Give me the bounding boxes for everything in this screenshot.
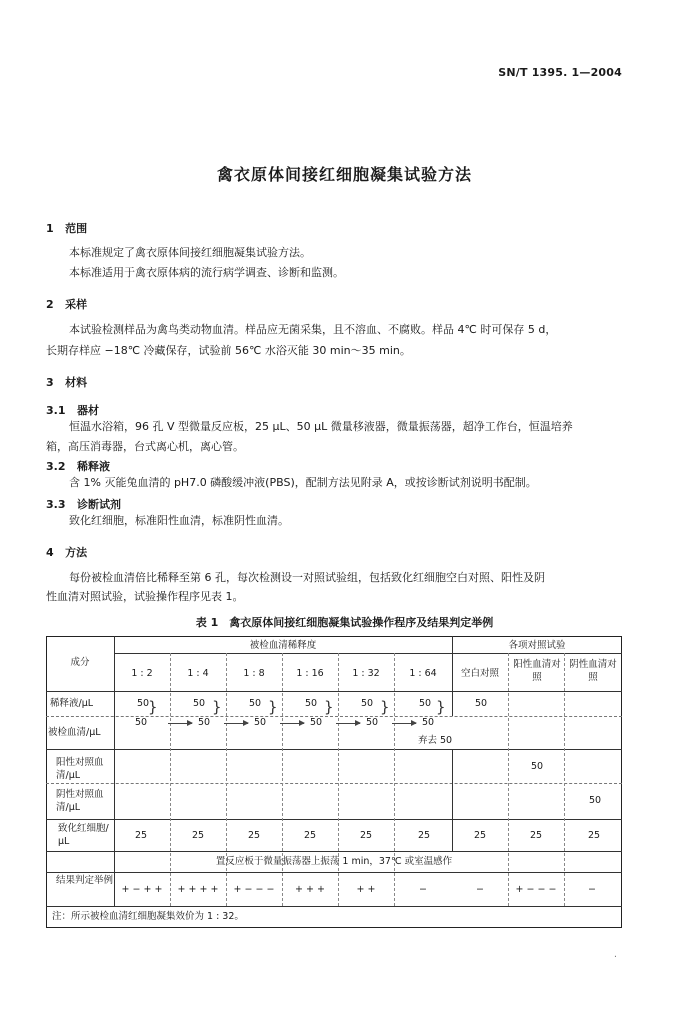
section-2-paragraph-line-2: 长期存样应 −18℃ 冷藏保存，试验前 56℃ 水浴灭能 30 min～35 min。: [46, 344, 411, 357]
transfer-arrow: [336, 723, 360, 724]
header-component: 成分: [70, 657, 90, 668]
procedure-table: [46, 636, 622, 928]
serum-value: 50: [197, 717, 211, 728]
row-label-result: 结果判定举例: [56, 875, 114, 886]
section-3-3-paragraph: 致化红细胞，标准阳性血清，标准阴性血清。: [69, 514, 289, 527]
diluent-value: 50: [192, 698, 206, 709]
rbc-value: 25: [247, 830, 261, 841]
rbc-value: 25: [191, 830, 205, 841]
result-value: −: [476, 884, 484, 895]
header-control: 阳性血清对照: [513, 659, 561, 683]
section-4-heading: [46, 544, 87, 560]
header-dilution: 1 : 8: [243, 668, 265, 679]
section-title: 稀释液: [77, 460, 110, 473]
header-dilution: 1 : 2: [131, 668, 153, 679]
section-3-heading: [46, 374, 87, 390]
incubation-instruction: 置反应板于微量振荡器上振荡 1 min，37℃ 或室温感作: [215, 856, 453, 867]
table-rule: [46, 691, 622, 692]
diluent-value: 50: [304, 698, 318, 709]
table-rule: [46, 819, 622, 820]
header-control-group: 各项对照试验: [508, 640, 566, 651]
section-title: 诊断试剂: [77, 498, 121, 511]
section-title: 方法: [65, 546, 88, 559]
section-number: 3.2: [46, 460, 66, 473]
positive-value: 50: [530, 761, 544, 772]
section-title: 采样: [65, 298, 88, 311]
table-caption: 表 1 禽衣原体间接红细胞凝集试验操作程序及结果判定举例: [195, 616, 494, 629]
section-title: 材料: [65, 376, 88, 389]
table-rule: [46, 851, 622, 852]
section-4-paragraph-line-2: 性血清对照试验，试验操作程序见表 1。: [46, 590, 244, 603]
table-col-dashed: [394, 653, 395, 906]
table-col-dashed: [338, 653, 339, 906]
result-value: + + + +: [177, 884, 219, 895]
diluent-value: 50: [136, 698, 150, 709]
header-dilution: 1 : 4: [187, 668, 209, 679]
rbc-value: 25: [303, 830, 317, 841]
row-label-positive: 阳性对照血清/μL: [56, 757, 104, 781]
table-rule: [46, 749, 622, 750]
header-dilution: 1 : 32: [352, 668, 380, 679]
serum-value: 50: [134, 717, 148, 728]
table-col-dashed: [282, 653, 283, 906]
table-col-dashed: [170, 653, 171, 906]
rbc-value: 25: [529, 830, 543, 841]
section-3-3-heading: [46, 496, 121, 512]
page-mark: ·: [613, 952, 617, 963]
rbc-value: 25: [359, 830, 373, 841]
row-label-rbc: 致化红细胞/μL: [58, 823, 109, 847]
row-label-diluent: 稀释液/μL: [50, 698, 94, 709]
result-value: −: [588, 884, 596, 895]
section-1-paragraph-1: 本标准规定了禽衣原体间接红细胞凝集试验方法。: [69, 246, 311, 259]
result-value: + − − −: [515, 884, 557, 895]
serum-value: 50: [309, 717, 323, 728]
table-dashed-rule: [46, 783, 622, 784]
section-3-1-paragraph-line-2: 箱，高压消毒器，台式离心机，离心管。: [46, 440, 244, 453]
section-title: 范围: [65, 222, 88, 235]
table-rule: [114, 653, 622, 654]
table-col-rule: [452, 819, 453, 851]
row-label-serum: 被检血清/μL: [48, 727, 101, 738]
diluent-value: 50: [248, 698, 262, 709]
section-1-heading: [46, 220, 87, 236]
transfer-brace: }: [436, 698, 446, 716]
section-number: 3.3: [46, 498, 66, 511]
rbc-value: 25: [587, 830, 601, 841]
section-number: 2: [46, 298, 54, 311]
header-dilution: 1 : 64: [409, 668, 437, 679]
section-number: 4: [46, 546, 54, 559]
section-3-2-heading: [46, 458, 110, 474]
section-title: 器材: [77, 404, 99, 417]
table-col-dashed: [564, 653, 565, 906]
diluent-blank-value: 50: [474, 698, 488, 709]
rbc-value: 25: [134, 830, 148, 841]
table-col-dashed: [226, 653, 227, 906]
section-2-paragraph-line-1: 本试验检测样品为禽鸟类动物血清。样品应无菌采集，且不溶血、不腐败。样品 4℃ 时可保存 5 d，: [69, 323, 557, 336]
transfer-brace: }: [268, 698, 278, 716]
diluent-value: 50: [418, 698, 432, 709]
table-rule: [46, 906, 622, 907]
section-number: 1: [46, 222, 54, 235]
transfer-brace: }: [380, 698, 390, 716]
result-value: + +: [356, 884, 376, 895]
section-3-1-paragraph-line-1: 恒温水浴箱，96 孔 V 型微量反应板，25 μL、50 μL 微量移液器，微量振荡器，超净工作台，恒温培养: [69, 420, 573, 433]
header-dilution-group: 被检血清稀释度: [249, 640, 317, 651]
transfer-arrow: [280, 723, 304, 724]
section-2-heading: [46, 296, 87, 312]
transfer-arrow: [224, 723, 248, 724]
table-col-rule: [452, 749, 453, 819]
result-value: −: [419, 884, 427, 895]
section-number: 3.1: [46, 404, 66, 417]
standard-number: SN/T 1395. 1—2004: [498, 66, 622, 79]
serum-value: 50: [253, 717, 267, 728]
result-value: + + +: [295, 884, 325, 895]
negative-value: 50: [588, 795, 602, 806]
rbc-value: 25: [473, 830, 487, 841]
table-note: 注：所示被检血清红细胞凝集效价为 1 : 32。: [52, 911, 244, 922]
transfer-arrow: [392, 723, 416, 724]
transfer-arrow: [168, 723, 192, 724]
result-value: + − − −: [233, 884, 275, 895]
header-control: 空白对照: [460, 668, 499, 679]
transfer-brace: }: [324, 698, 334, 716]
section-3-1-heading: [46, 402, 99, 418]
header-dilution: 1 : 16: [296, 668, 324, 679]
table-col-rule: [114, 872, 115, 906]
header-control: 阴性血清对照: [569, 659, 617, 683]
rbc-value: 25: [417, 830, 431, 841]
result-value: + − + +: [121, 884, 163, 895]
discard-label: 弃去 50: [417, 735, 453, 746]
table-col-dashed: [508, 653, 509, 906]
transfer-brace: }: [148, 698, 158, 716]
transfer-brace: }: [212, 698, 222, 716]
section-3-2-paragraph: 含 1% 灭能兔血清的 pH7.0 磷酸缓冲液(PBS)，配制方法见附录 A，或按诊断试剂说明书配制。: [69, 476, 537, 489]
section-4-paragraph-line-1: 每份被检血清倍比稀释至第 6 孔，每次检测设一对照试验组，包括致化红细胞空白对照、阳性及阴: [69, 571, 545, 584]
serum-value: 50: [421, 717, 435, 728]
serum-value: 50: [365, 717, 379, 728]
section-1-paragraph-2: 本标准适用于禽衣原体病的流行病学调查、诊断和监测。: [69, 266, 344, 279]
table-rule: [46, 872, 622, 873]
row-label-negative: 阴性对照血清/μL: [56, 789, 104, 813]
document-title: 禽衣原体间接红细胞凝集试验方法: [216, 165, 472, 184]
section-number: 3: [46, 376, 54, 389]
diluent-value: 50: [360, 698, 374, 709]
